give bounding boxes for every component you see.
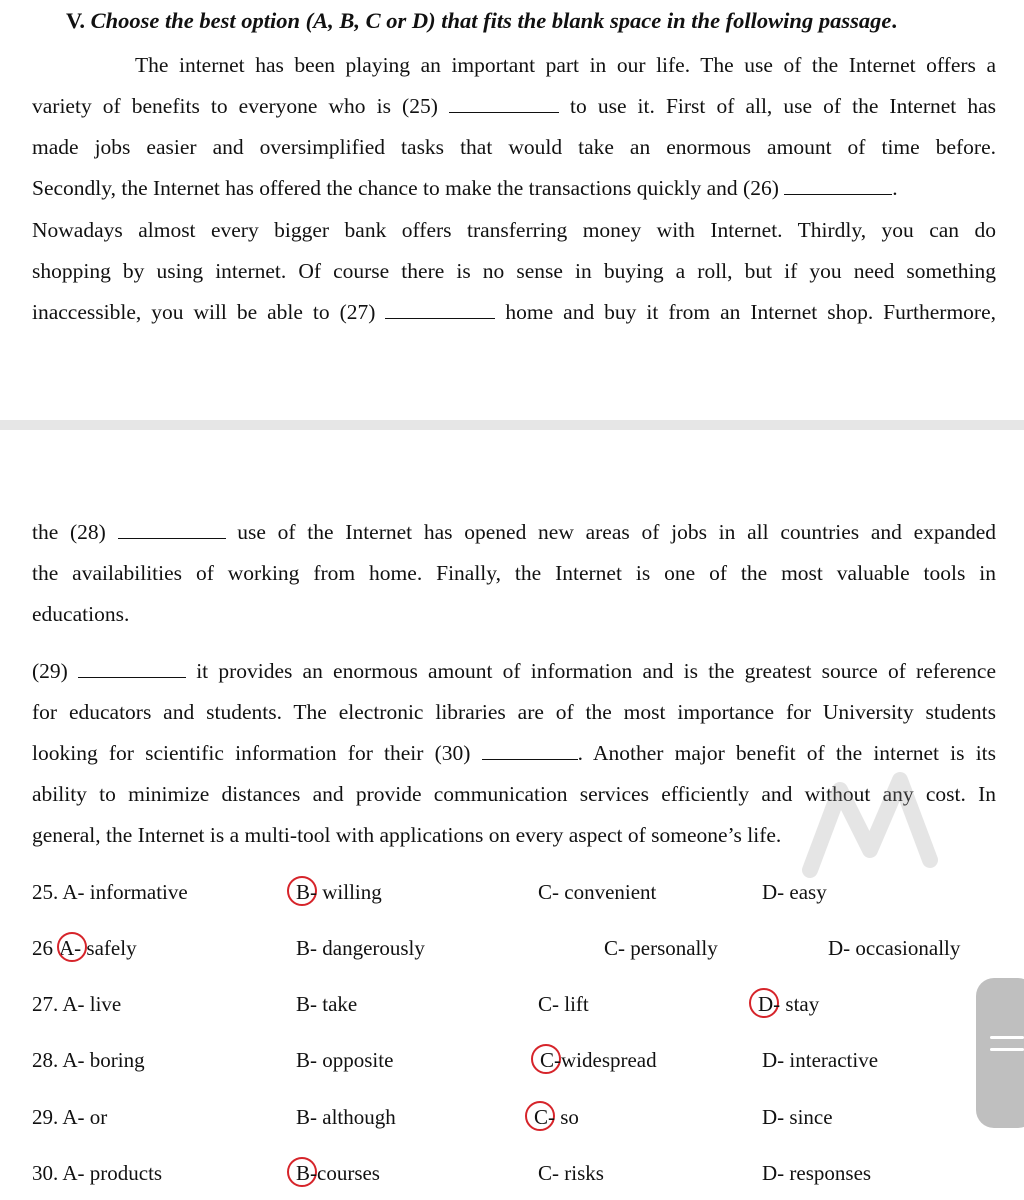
heading-period: . — [891, 8, 897, 33]
q29-option-d: D- since — [762, 1105, 833, 1129]
q25-option-c: C- convenient — [538, 880, 657, 904]
q25-option-d: D- easy — [762, 880, 827, 904]
heading-number: V. — [66, 8, 91, 33]
passage-line: educations. — [32, 602, 130, 626]
q27-option-b: B- take — [296, 992, 358, 1016]
blank-30 — [482, 741, 578, 760]
answer-circle-q26 — [57, 932, 87, 962]
passage-line: general, the Internet is a multi-tool with applications on every aspect of someone’s life. — [32, 823, 782, 847]
heading-text: Choose the best option (A, B, C or D) that fits the blank space in the following passage — [90, 8, 892, 33]
grip-line-icon — [990, 1048, 1024, 1051]
passage-line: Nowadays almost every bigger bank offers transferring money with Internet. Thirdly, you can do — [32, 218, 996, 242]
grip-line-icon — [990, 1036, 1024, 1039]
q30-option-d: D- responses — [762, 1161, 872, 1185]
passage-line: ability to minimize distances and provide communication services efficiently and without any cost. In — [32, 782, 996, 806]
q28-option-a: 28. A- boring — [32, 1048, 145, 1072]
passage-line: Secondly, the Internet has offered the chance to make the transactions quickly and (26) . — [32, 176, 898, 200]
watermark-logo-icon — [800, 770, 940, 880]
q25-option-b: B- willing — [296, 880, 382, 904]
q26-option-d: D- occasionally — [828, 936, 961, 960]
blank-27 — [385, 300, 495, 319]
q26-option-a: 26 A- safely — [32, 936, 137, 960]
passage-line: The internet has been playing an important part in our life. The use of the Internet offers a — [135, 53, 996, 77]
q28-option-c: C-widespread — [540, 1048, 657, 1072]
q29-option-b: B- although — [296, 1105, 396, 1129]
page-divider — [0, 420, 1024, 430]
passage-line: the availabilities of working from home. Finally, the Internet is one of the most valuable tools in — [32, 561, 996, 585]
blank-29 — [78, 659, 186, 678]
blank-26 — [784, 176, 892, 195]
section-heading — [66, 8, 897, 34]
q30-option-c: C- risks — [538, 1161, 604, 1185]
q30-option-a: 30. A- products — [32, 1161, 163, 1185]
passage-line: the (28) use of the Internet has opened new areas of jobs in all countries and expanded — [32, 520, 997, 544]
scroll-handle[interactable] — [976, 978, 1024, 1128]
q28-option-d: D- interactive — [762, 1048, 879, 1072]
passage-line: (29) it provides an enormous amount of information and is the greatest source of reference — [32, 659, 997, 683]
passage-line: variety of benefits to everyone who is (25) to use it. First of all, use of the Internet has — [32, 94, 997, 118]
passage-line: for educators and students. The electronic libraries are of the most importance for University students — [32, 700, 996, 724]
q29-option-a: 29. A- or — [32, 1105, 108, 1129]
blank-25 — [449, 94, 559, 113]
q30-option-b: B-courses — [296, 1161, 380, 1185]
passage-line: inaccessible, you will be able to (27) home and buy it from an Internet shop. Furthermore, — [32, 300, 997, 324]
q28-option-b: B- opposite — [296, 1048, 394, 1072]
q25-option-a: 25. A- informative — [32, 880, 188, 904]
q29-option-c: C- so — [534, 1105, 579, 1129]
q26-option-c: C- personally — [604, 936, 718, 960]
passage-line: looking for scientific information for their (30) . Another major benefit of the internet is its — [32, 741, 997, 765]
q27-option-c: C- lift — [538, 992, 589, 1016]
passage-line: made jobs easier and oversimplified tasks that would take an enormous amount of time before. — [32, 135, 996, 159]
q27-option-a: 27. A- live — [32, 992, 122, 1016]
q26-option-b: B- dangerously — [296, 936, 425, 960]
q27-option-d: D- stay — [758, 992, 820, 1016]
passage-line: shopping by using internet. Of course there is no sense in buying a roll, but if you need something — [32, 259, 996, 283]
blank-28 — [118, 520, 226, 539]
